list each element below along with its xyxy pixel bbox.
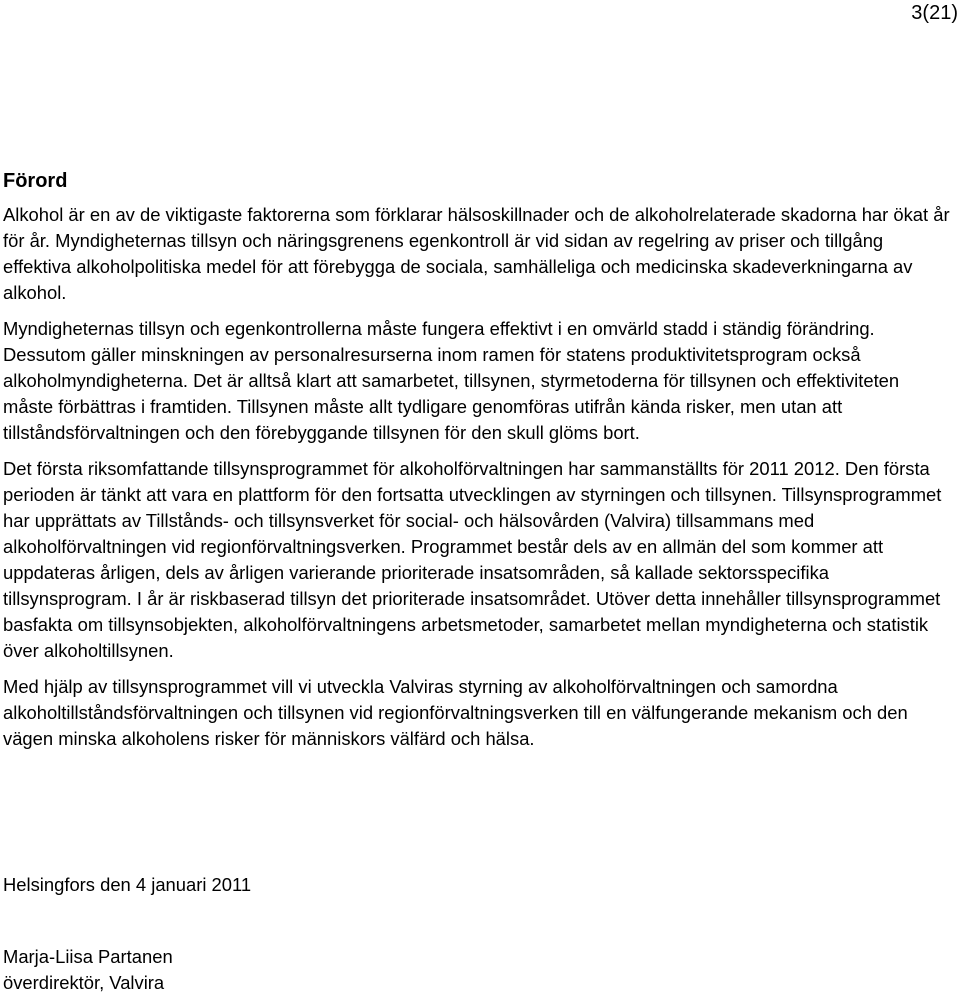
paragraph-3: Det första riksomfattande tillsynsprogrammet för alkoholförvaltningen har sammanställts för 2011 2012. Den första perioden är tänkt att vara en plattform för den fortsatta utvecklingen av styrningen och tillsynen. Tillsynsprogrammet har upprättats av Tillstånds- och tillsynsverket för social- och hälsovården (Valvira) tillsammans med alkoholförvaltningen vid regionförvaltningsverken. Programmet består dels av en allmän del som kommer att uppdateras årligen, dels av årligen varierande prioriterade insatsområden, så kallade sektorsspecifika tillsynsprogram. I år är riskbaserad tillsyn det prioriterade insatsområdet. Utöver detta innehåller tillsynsprogrammet basfakta om tillsynsobjekten, alkoholförvaltningens arbetsmetoder, samarbetet mellan myndigheterna och statistik över alkoholtillsynen. bbox=[3, 458, 942, 661]
signer-name: Marja-Liisa Partanen bbox=[3, 946, 173, 967]
document-body bbox=[3, 168, 953, 762]
place-and-date: Helsingfors den 4 januari 2011 bbox=[3, 874, 252, 895]
page-number: 3(21) bbox=[911, 2, 958, 24]
signature-block bbox=[3, 944, 173, 996]
paragraph-4: Med hjälp av tillsynsprogrammet vill vi utveckla Valviras styrning av alkoholförvaltningen och samordna alkoholtillståndsförvaltningen och tillsynen vid regionförvaltningsverken till en välfungerande mekanism och den vägen minska alkoholens risker för människors välfärd och hälsa. bbox=[3, 676, 908, 749]
paragraph-2: Myndigheternas tillsyn och egenkontrollerna måste fungera effektivt i en omvärld stadd i ständig förändring. Dessutom gäller minskningen av personalresurserna inom ramen för statens produktivitetsprogram också alkoholmyndigheterna. Det är alltså klart att samarbetet, tillsynen, styrmetoderna för tillsynen och effektiviteten måste förbättras i framtiden. Tillsynen måste allt tydligare genomföras utifrån kända risker, men utan att tillståndsförvaltningen och den förebyggande tillsynen för den skull glöms bort. bbox=[3, 318, 900, 443]
section-heading: Förord bbox=[3, 170, 68, 192]
paragraph-1: Alkohol är en av de viktigaste faktorerna som förklarar hälsoskillnader och de alkoholrelaterade skadorna har ökat år för år. Myndigheternas tillsyn och näringsgrenens egenkontroll är vid sidan av regelring av priser och tillgång effektiva alkoholpolitiska medel för att förebygga de sociala, samhälleliga och medicinska skadeverkningarna av alkohol. bbox=[3, 204, 950, 303]
signer-title: överdirektör, Valvira bbox=[3, 972, 165, 993]
